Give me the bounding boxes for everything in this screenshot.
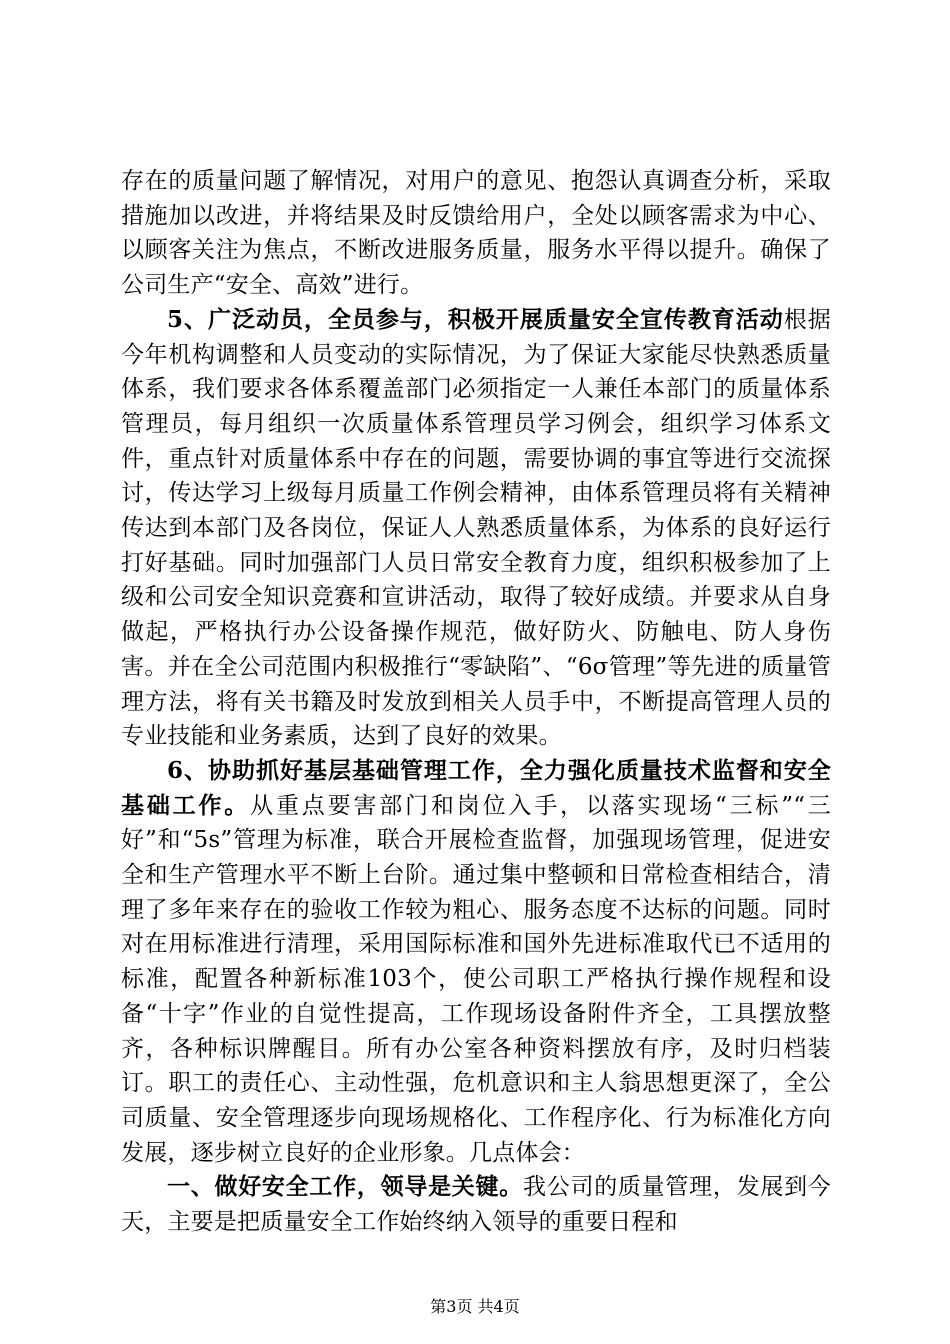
paragraph-4-heading: 一、做好安全工作，领导是关键。 bbox=[167, 1173, 523, 1201]
paragraph-4-text: 我公司的质量管理，发展到今天，主要是把质量安全工作始终纳入领导的重要日程和 bbox=[121, 1174, 831, 1236]
paragraph-4 bbox=[121, 1170, 831, 1239]
paragraph-2-heading: 5、广泛动员，全员参与，积极开展质量安全宣传教育活动 bbox=[167, 305, 784, 333]
paragraph-2 bbox=[121, 303, 831, 754]
page-number-label: 第3页 共4页 bbox=[430, 1297, 520, 1316]
paragraph-3-heading: 6、协助抓好基层基础管理工作，全力强化质量技术监督和安全基础工作。 bbox=[121, 756, 831, 819]
paragraph-1-text: 存在的质量问题了解情况，对用户的意见、抱怨认真调查分析，采取措施加以改进，并将结果及时反馈给用户，全处以顾客需求为中心、以顾客关注为焦点，不断改进服务质量，服务水平得以提升。确保了公司生产“安全、高效”进行。 bbox=[121, 168, 831, 299]
document-body bbox=[121, 164, 831, 1240]
paragraph-1 bbox=[121, 164, 831, 303]
paragraph-3 bbox=[121, 754, 831, 1170]
paragraph-2-text: 根据今年机构调整和人员变动的实际情况，为了保证大家能尽快熟悉质量体系，我们要求各体系覆盖部门必须指定一人兼任本部门的质量体系管理员，每月组织一次质量体系管理员学习例会，组织学习体系文件，重点针对质量体系中存在的问题，需要协调的事宜等进行交流探讨，传达学习上级每月质量工作例会精神，由体系管理员将有关精神传达到本部门及各岗位，保证人人熟悉质量体系，为体系的良好运行打好基础。同时加强部门人员日常安全教育力度，组织积极参加了上级和公司安全知识竞赛和宣讲活动，取得了较好成绩。并要求从自身做起，严格执行办公设备操作规范，做好防火、防触电、防人身伤害。并在全公司范围内积极推行“零缺陷”、“6σ管理”等先进的质量管理方法，将有关书籍及时发放到相关人员手中，不断提高管理人员的专业技能和业务素质，达到了良好的效果。 bbox=[121, 306, 831, 750]
paragraph-3-text: 从重点要害部门和岗位入手，以落实现场“三标”“三好”和“5s”管理为标准，联合开展检查监督，加强现场管理，促进安全和生产管理水平不断上台阶。通过集中整顿和日常检查相结合，清理了多年来存在的验收工作较为粗心、服务态度不达标的问题。同时对在用标准进行清理，采用国际标准和国外先进标准取代已不适用的标准，配置各种新标准103个，使公司职工严格执行操作规程和设备“十字”作业的自觉性提高，工作现场设备附件齐全，工具摆放整齐，各种标识牌醒目。所有办公室各种资料摆放有序，及时归档装订。职工的责任心、主动性强，危机意识和主人翁思想更深了，全公司质量、安全管理逐步向现场规格化、工作程序化、行为标准化方向发展，逐步树立良好的企业形象。几点体会： bbox=[121, 792, 832, 1166]
page-footer bbox=[0, 1297, 950, 1317]
